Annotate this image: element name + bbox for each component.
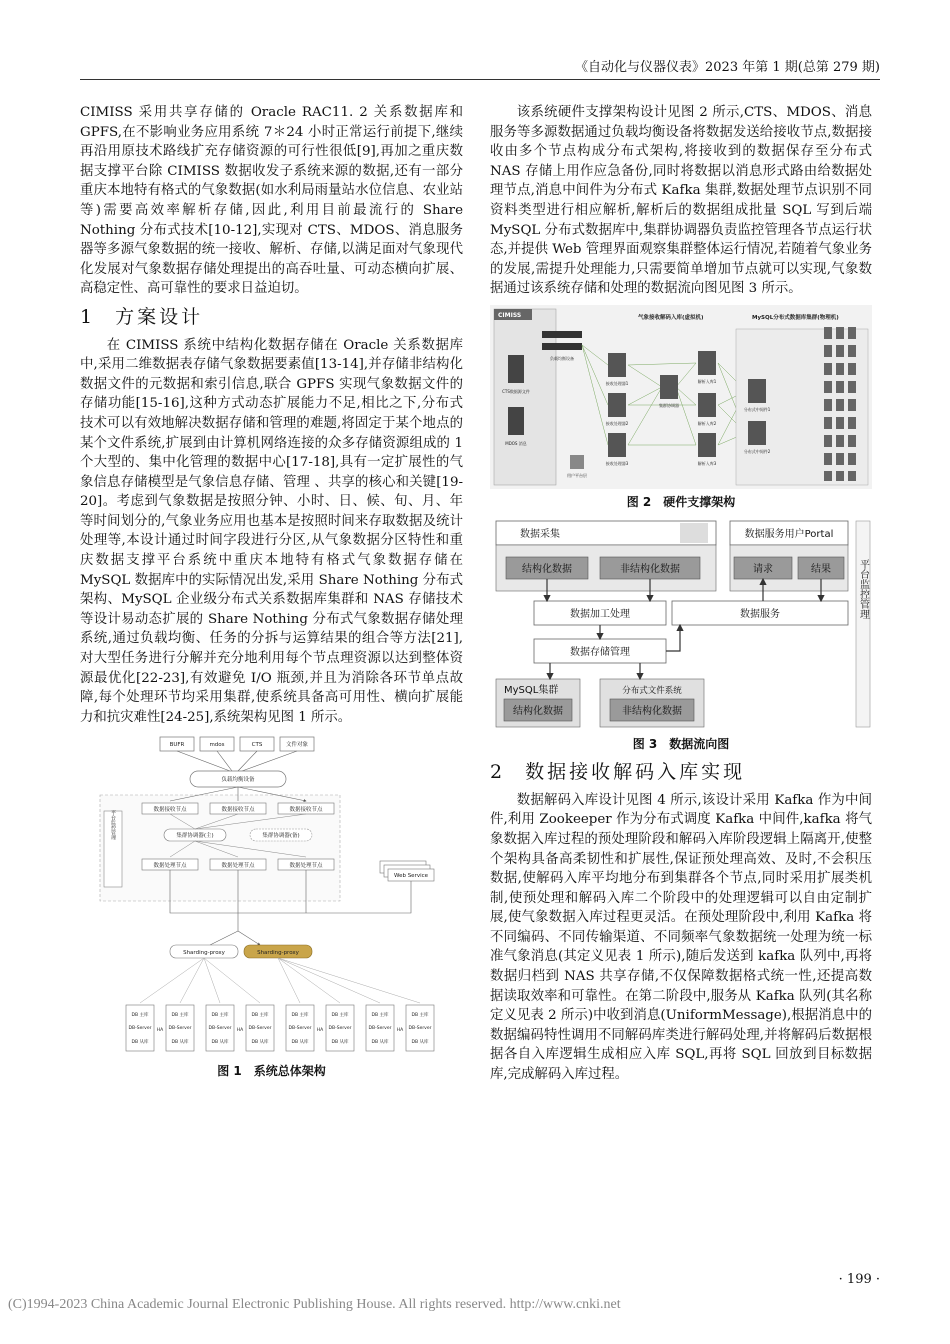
svg-text:接收处理器2: 接收处理器2 <box>605 420 629 426</box>
fig3-structured: 结构化数据 <box>522 563 572 575</box>
svg-text:HA: HA <box>236 1028 244 1034</box>
fig1-db-group-d <box>366 1005 434 1051</box>
fig3-unstructured: 非结构化数据 <box>620 563 680 575</box>
svg-text:DB-Server: DB-Server <box>288 1026 312 1032</box>
figure-3-data-flow <box>490 519 872 731</box>
svg-text:DB 从库: DB 从库 <box>291 1040 309 1046</box>
fig3-mysql-data: 结构化数据 <box>513 705 563 717</box>
svg-text:DB 从库: DB 从库 <box>251 1040 269 1046</box>
fig1-source-label: BUFR <box>169 742 185 749</box>
fig1-proc-node: 数据处理节点 <box>221 863 255 870</box>
svg-text:DB 从库: DB 从库 <box>131 1040 149 1046</box>
svg-text:解析入库3: 解析入库3 <box>697 460 717 466</box>
svg-text:DB-Server: DB-Server <box>368 1026 392 1032</box>
section-number: 2 <box>490 761 506 784</box>
page-number: · 199 · <box>838 1272 880 1287</box>
fig3-dfs-data: 非结构化数据 <box>622 705 682 717</box>
figure-2-hardware-architecture <box>490 305 872 489</box>
svg-text:DB 主库: DB 主库 <box>131 1013 149 1019</box>
fig3-process: 数据加工处理 <box>570 608 630 620</box>
fig2-db-cluster <box>824 327 856 481</box>
svg-text:DB 主库: DB 主库 <box>211 1013 229 1019</box>
fig2-title-mid: 气象接收解码入库(虚拟机) <box>638 314 704 321</box>
section-1-heading <box>80 305 463 328</box>
header-rule <box>80 79 880 80</box>
fig3-mysql: MySQL集群 <box>504 684 559 696</box>
svg-text:DB 从库: DB 从库 <box>411 1040 429 1046</box>
fig1-proc-node: 数据处理节点 <box>153 863 187 870</box>
svg-text:解析入库2: 解析入库2 <box>697 420 717 426</box>
fig2-user: 用户平台层 <box>567 472 587 478</box>
paragraph-intro: CIMISS 采用共享存储的 Oracle RAC11. 2 关系数据库和 GPFS,在不影响业务应用系统 7＊24 小时正常运行前提下,继续再沿用原技术路线扩充存储资源的可行性很低[9],再加之重庆数据支撑平台除 CIMISS 数据收发子系统来源的数据,还有一部分重庆本地特有格式的气象数据(如水利局雨量站水位信息、农业站等)需要高效率解析存储,因此,利用目前最流行的 Share Nothing 分布式技术[10-12],实现对 CTS、MDOS、消息服务器等多源气象数据的统一接收、解析、存储,以满足面对气象现代化发展对气象数据存储处理提出的高吞吐量、可动态横向扩展、高稳定性、高可靠性的要求日益迫切。 <box>80 105 463 297</box>
fig1-proxy: Sharding-proxy <box>183 950 225 957</box>
fig2-cimiss: CIMISS <box>498 311 522 319</box>
svg-text:HA: HA <box>156 1028 164 1034</box>
section-2-heading <box>490 763 872 783</box>
svg-text:DB-Server: DB-Server <box>408 1026 432 1032</box>
fig3-monitor: 平台监控管理 <box>857 558 869 619</box>
fig2-lb: 负载均衡设备 <box>550 355 574 361</box>
fig1-proxy: Sharding-proxy <box>257 950 299 957</box>
fig2-mdos: MDOS 消息 <box>505 440 527 446</box>
fig1-source-label: 文件对象 <box>285 742 309 749</box>
svg-text:解析入库1: 解析入库1 <box>697 378 717 384</box>
svg-text:DB-Server: DB-Server <box>328 1026 352 1032</box>
fig1-sources <box>160 737 314 751</box>
fig1-db-groups <box>140 958 420 1003</box>
svg-text:分布式中间件2: 分布式中间件2 <box>743 448 771 454</box>
svg-text:DB-Server: DB-Server <box>168 1026 192 1032</box>
fig3-result: 结果 <box>811 563 831 575</box>
fig1-recv-node: 数据接收节点 <box>289 807 323 814</box>
fig1-db-group-b <box>206 1005 274 1051</box>
svg-text:DB-Server: DB-Server <box>208 1026 232 1032</box>
svg-text:接收处理器3: 接收处理器3 <box>605 460 629 466</box>
svg-text:HA: HA <box>396 1028 404 1034</box>
fig1-coordinator-backup: 集群协调器(备) <box>262 833 300 840</box>
svg-text:DB 从库: DB 从库 <box>371 1040 389 1046</box>
fig1-recv-node: 数据接收节点 <box>153 807 187 814</box>
copyright-footer: (C)1994-2023 China Academic Journal Electronic Publishing House. All rights reserved. http://www.cnki.net <box>8 1297 621 1312</box>
fig1-proc-node: 数据处理节点 <box>289 863 323 870</box>
svg-text:分布式中间件1: 分布式中间件1 <box>743 406 771 412</box>
svg-text:DB 主库: DB 主库 <box>411 1013 429 1019</box>
svg-text:DB 主库: DB 主库 <box>291 1013 309 1019</box>
fig2-recv-servers <box>606 353 629 466</box>
svg-text:DB 从库: DB 从库 <box>331 1040 349 1046</box>
fig1-monitor: 平台监控管理 <box>110 810 116 841</box>
svg-text:DB-Server: DB-Server <box>248 1026 272 1032</box>
fig3-storage: 数据存储管理 <box>570 646 630 658</box>
svg-text:HA: HA <box>316 1028 324 1034</box>
svg-text:DB 主库: DB 主库 <box>171 1013 189 1019</box>
svg-text:DB 主库: DB 主库 <box>251 1013 269 1019</box>
figure-1-caption: 图 1 系统总体架构 <box>217 1064 326 1079</box>
svg-text:DB 从库: DB 从库 <box>171 1040 189 1046</box>
section-title: 数据接收解码入库实现 <box>525 761 746 784</box>
svg-text:DB 主库: DB 主库 <box>371 1013 389 1019</box>
fig2-coord: 集群协调器 <box>659 402 679 408</box>
fig1-web-service: Web Service <box>393 873 429 880</box>
svg-text:DB 主库: DB 主库 <box>331 1013 349 1019</box>
fig2-title-right: MySQL分布式数据库集群(物理机) <box>752 314 839 321</box>
fig3-service: 数据服务 <box>740 608 780 620</box>
figure-1-system-architecture <box>80 733 463 1058</box>
fig1-recv-node: 数据接收节点 <box>221 807 255 814</box>
fig3-collect: 数据采集 <box>520 528 560 540</box>
section-number: 1 <box>80 305 96 328</box>
figure-3-caption: 图 3 数据流向图 <box>632 736 730 751</box>
paragraph-decoding: 数据解码入库设计见图 4 所示,该设计采用 Kafka 作为中间件,利用 Zookeeper 作为分布式调度 Kafka 中间件,kafka 将气象数据入库过程的预处理阶段和解码入库阶段逻辑上隔离开,使整个架构具备高柔韧性和扩展性,保证预处理高效、及时,不会积压数据,使解码入库平均地分布到集群各个节点,同时采用扩展类机制,使预处理和解码入库二个阶段中的处理逻辑可以自由定制扩展,使气象数据入库过程更灵活。在预处理阶段中,利用 Kafka 将不同编码、不同传输渠道、不同频率气象数据统一处理为统一标准气象消息(其定义见表 1 所示),随后发送到 kafka 队列中,再将数据归档到 NAS 共享存储,不仅保障数据格式统一性,还提高数据读取效率和可靠性。在第二阶段中,服务从 Kafka 队列(其名称定义见表 2 所示)中收到消息(UniformMessage),根据消息中的数据编码特性调用不同解码库类进行解码处理,并将解码后数据根据各自入库逻辑生成相应入库 SQL,再将 SQL 回放到目标数据库,完成解码入库过程。 <box>490 792 872 1083</box>
svg-text:DB 从库: DB 从库 <box>211 1040 229 1046</box>
section-title: 方案设计 <box>115 305 204 328</box>
fig1-db-group-c <box>286 1005 354 1051</box>
fig1-coordinator: 集群协调器(主) <box>176 833 214 840</box>
svg-text:接收处理器1: 接收处理器1 <box>605 380 629 386</box>
svg-text:DB-Server: DB-Server <box>128 1026 152 1032</box>
paragraph-design: 在 CIMISS 系统中结构化数据存储在 Oracle 关系数据库中,采用二维数据表存储气象数据要素值[13-14],并存储非结构化数据文件的元数据和索引信息,联合 GPFS 实现气象数据文件的存储功能[15-16],这种方式动态扩展能力不足,相比之下,分布式技术可以有效地解决数据存储和管理的难题,将固定于某个地点的某个文件系统,扩展到由计算机网络连接的众多存储资源组成的 1 个大型的、集中化管理的数据中心[17-18],具有一定扩展性的气象信息存储模型是气象信息存储、管理 、共享的核心和关键[19-20]。考虑到气象数据是按照分钟、小时、日、候、旬、月、年等时间划分的,气象业务应用也基本是按照时间来存取数据及统计处理等,本设计通过时间字段进行分区,从气象数据分区特性和重庆数据支撑平台系统中重庆本地特有格式气象数据存储在 MySQL 数据库中的实际情况出发,采用 Share Nothing 分布式架构、MySQL 企业级分布式关系数据库集群和 NAS 存储技术等设计易动态扩展的 Share Nothing 分布式气象数据存储处理系统,通过负载均衡、任务的分拆与运算结果的组合等方法[21],对大型任务进行分解并充分地利用每个节点理资源以达到整体资源最优化[22-23],有效避免 I/O 瓶颈,并且为消除各环节单点故障,每个处理环节均采用集群,使系统具备高可用性、横向扩展能力和抗灾难性[24-25],系统架构见图 1 所示。 <box>80 337 463 725</box>
fig2-parse-servers <box>698 351 717 466</box>
fig1-source-label: mdos <box>209 742 225 749</box>
paragraph-hardware: 该系统硬件支撑架构设计见图 2 所示,CTS、MDOS、消息服务等多源数据通过负载均衡设备将数据发送给接收节点,数据接收由多个节点构成分布式架构,将接收到的数据保存至分布式 NAS 存储上用作应急备份,同时将数据以消息形式路由给数据处理节点,消息中间件为分布式 Kafka 集群,数据处理节点识别不同资料类型进行相应解析,解析后的数据组成批量 SQL 写到后端 MySQL 分布式数据库中,集群协调器负责监控管理各节点运行状态,并提供 Web 管理界面观察集群整体运行情况,若随着气象业务的发展,需提升处理能力,只需要简单增加节点就可以实现,气象数据通过该系统存储和处理的数据流向图见图 3 所示。 <box>490 105 872 297</box>
fig2-cts: CTS数据源文件 <box>502 388 530 394</box>
figure-2-caption: 图 2 硬件支撑架构 <box>626 494 736 509</box>
fig3-portal: 数据服务用户Portal <box>744 528 834 540</box>
fig1-source-label: CTS <box>251 742 263 749</box>
fig1-load-balancer: 负载均衡设备 <box>221 777 255 784</box>
right-column <box>490 103 872 1085</box>
fig3-dfs: 分布式文件系统 <box>622 685 682 696</box>
fig1-db-group-a <box>126 1005 194 1051</box>
fig3-request: 请求 <box>753 563 773 575</box>
left-column <box>80 103 463 1088</box>
journal-header: 《自动化与仪器仪表》2023 年第 1 期(总第 279 期) <box>575 60 880 75</box>
